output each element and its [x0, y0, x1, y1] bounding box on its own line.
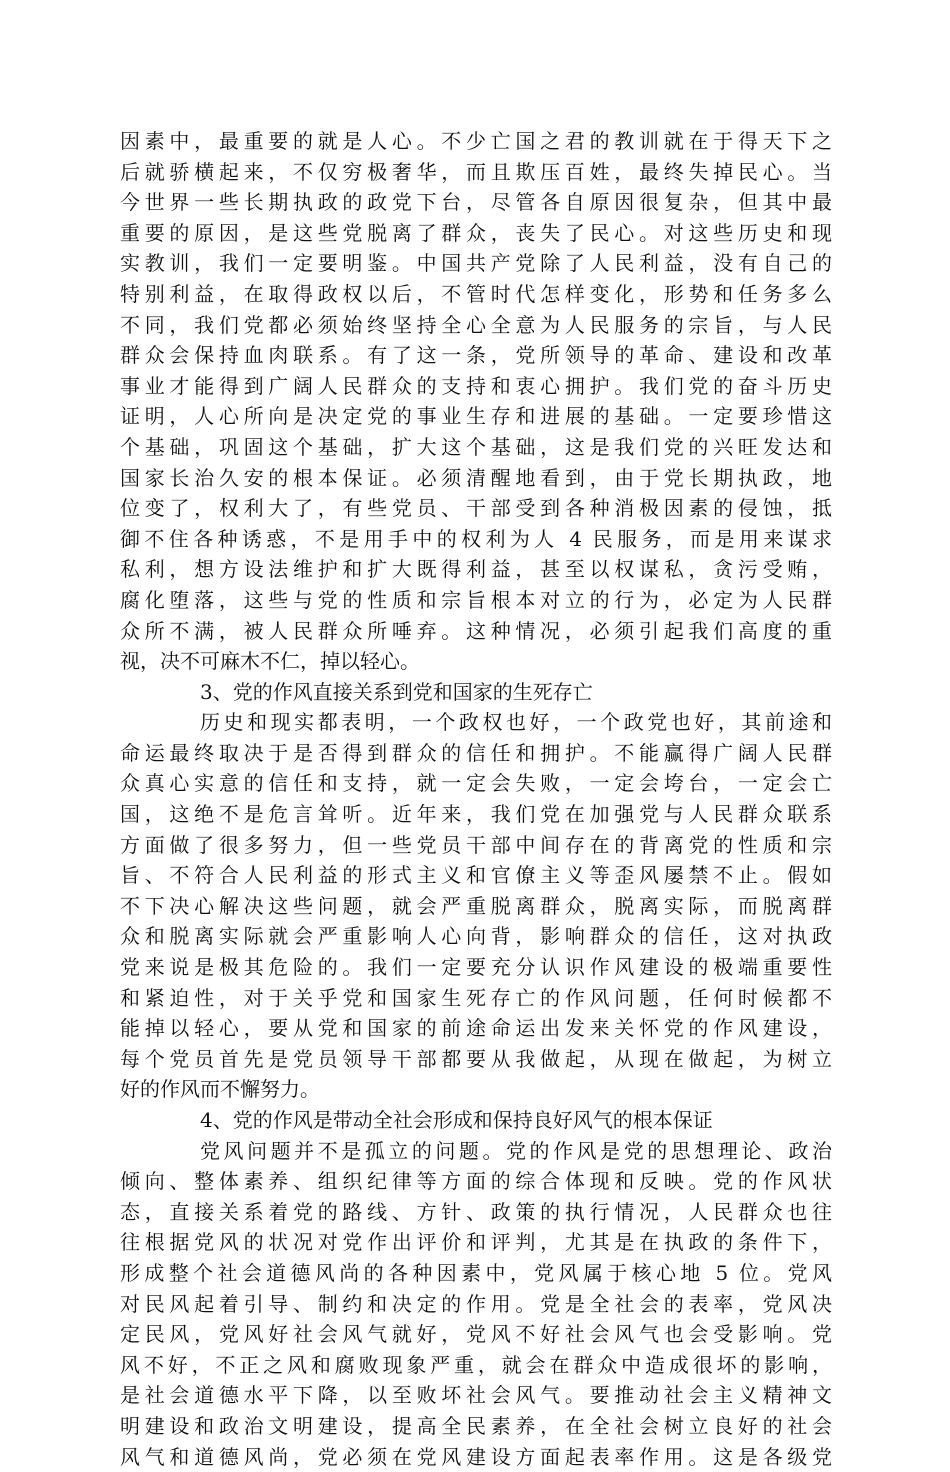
body-text-line: 态，直接关系着党的路线、方针、政策的执行情况，人民群众也往	[120, 1199, 832, 1224]
body-text-line: 是社会道德水平下降，以至败坏社会风气。要推动社会主义精神文	[120, 1383, 832, 1408]
body-text-line: 不同，我们党都必须始终坚持全心全意为人民服务的宗旨，与人民	[120, 312, 832, 337]
body-text-line: 每个党员首先是党员领导干部都要从我做起，从现在做起，为树立	[120, 1046, 832, 1071]
body-text-line: 命运最终取决于是否得到群众的信任和拥护。不能赢得广阔人民群	[120, 740, 832, 765]
body-text-line: 明建设和政治文明建设，提高全民素养，在全社会树立良好的社会	[120, 1413, 832, 1438]
paragraph-first-line: 历史和现实都表明，一个政权也好，一个政党也好，其前途和	[200, 710, 832, 735]
body-text-line: 往根据党风的状况对党作出评价和评判，尤其是在执政的条件下，	[120, 1230, 832, 1255]
body-text-line: 对民风起着引导、制约和决定的作用。党是全社会的表率，党风决	[120, 1291, 832, 1316]
body-text-line: 方面做了很多努力，但一些党员干部中间存在的背离党的性质和宗	[120, 832, 832, 857]
body-text-line: 个基础，巩固这个基础，扩大这个基础，这是我们党的兴旺发达和	[120, 434, 832, 459]
body-text-line: 党来说是极其危险的。我们一定要充分认识作风建设的极端重要性	[120, 955, 832, 980]
body-text-line: 后就骄横起来，不仅穷极奢华，而且欺压百姓，最终失掉民心。当	[120, 159, 832, 184]
body-text-line: 众真心实意的信任和支持，就一定会失败，一定会垮台，一定会亡	[120, 771, 832, 796]
body-text-line: 御不住各种诱惑，不是用手中的权利为人 4 民服务，而是用来谋求	[120, 526, 832, 551]
paragraph-last-line: 好的作风而不懈努力。	[120, 1077, 320, 1102]
body-text-line: 群众会保持血肉联系。有了这一条，党所领导的革命、建设和改革	[120, 343, 832, 368]
body-text-line: 旨、不符合人民利益的形式主义和官僚主义等歪风屡禁不止。假如	[120, 863, 832, 888]
body-text-line: 倾向、整体素养、组织纪律等方面的综合体现和反映。党的作风状	[120, 1169, 832, 1194]
body-text-line: 事业才能得到广阔人民群众的支持和衷心拥护。我们党的奋斗历史	[120, 373, 832, 398]
paragraph-last-line: 视，决不可麻木不仁，掉以轻心。	[120, 649, 420, 674]
body-text-line: 国，这绝不是危言耸听。近年来，我们党在加强党与人民群众联系	[120, 802, 832, 827]
section-heading: 3、党的作风直接关系到党和国家的生死存亡	[200, 679, 593, 704]
section-heading: 4、党的作风是带动全社会形成和保持良好风气的根本保证	[200, 1108, 713, 1132]
paragraph-first-line: 党风问题并不是孤立的问题。党的作风是党的思想理论、政治	[200, 1138, 832, 1163]
body-text-line: 特别利益，在取得政权以后，不管时代怎样变化，形势和任务多么	[120, 281, 832, 306]
body-text-line: 重要的原因，是这些党脱离了群众，丧失了民心。对这些历史和现	[120, 220, 832, 245]
body-text-line: 风气和道德风尚，党必须在党风建设方面起表率作用。这是各级党	[120, 1444, 832, 1469]
body-text-line: 众所不满，被人民群众所唾弃。这种情况，必须引起我们高度的重	[120, 618, 832, 643]
body-text-line: 私利，想方设法维护和扩大既得利益，甚至以权谋私，贪污受贿，	[120, 557, 832, 582]
body-text-line: 定民风，党风好社会风气就好，党风不好社会风气也会受影响。党	[120, 1322, 832, 1347]
body-text-line: 能掉以轻心，要从党和国家的前途命运出发来关怀党的作风建设，	[120, 1016, 832, 1041]
body-text-line: 腐化堕落，这些与党的性质和宗旨根本对立的行为，必定为人民群	[120, 587, 832, 612]
body-text-line: 实教训，我们一定要明鉴。中国共产党除了人民利益，没有自己的	[120, 251, 832, 276]
body-text-line: 形成整个社会道德风尚的各种因素中，党风属于核心地 5 位。党风	[120, 1260, 832, 1285]
document-body	[120, 126, 832, 1472]
body-text-line: 位变了，权利大了，有些党员、干部受到各种消极因素的侵蚀，抵	[120, 496, 832, 521]
body-text-line: 不下决心解决这些问题，就会严重脱离群众，脱离实际，而脱离群	[120, 893, 832, 918]
body-text-line: 因素中，最重要的就是人心。不少亡国之君的教训就在于得天下之	[120, 129, 832, 153]
body-text-line: 风不好，不正之风和腐败现象严重，就会在群众中造成很坏的影响，	[120, 1352, 832, 1377]
body-text-line: 和紧迫性，对于关乎党和国家生死存亡的作风问题，任何时候都不	[120, 985, 832, 1010]
body-text-line: 国家长治久安的根本保证。必须清醒地看到，由于党长期执政，地	[120, 465, 832, 490]
body-text-line: 今世界一些长期执政的政党下台，尽管各自原因很复杂，但其中最	[120, 190, 832, 215]
body-text-line: 众和脱离实际就会严重影响人心向背，影响群众的信任，这对执政	[120, 924, 832, 949]
body-text-line: 证明，人心所向是决定党的事业生存和进展的基础。一定要珍惜这	[120, 404, 832, 429]
